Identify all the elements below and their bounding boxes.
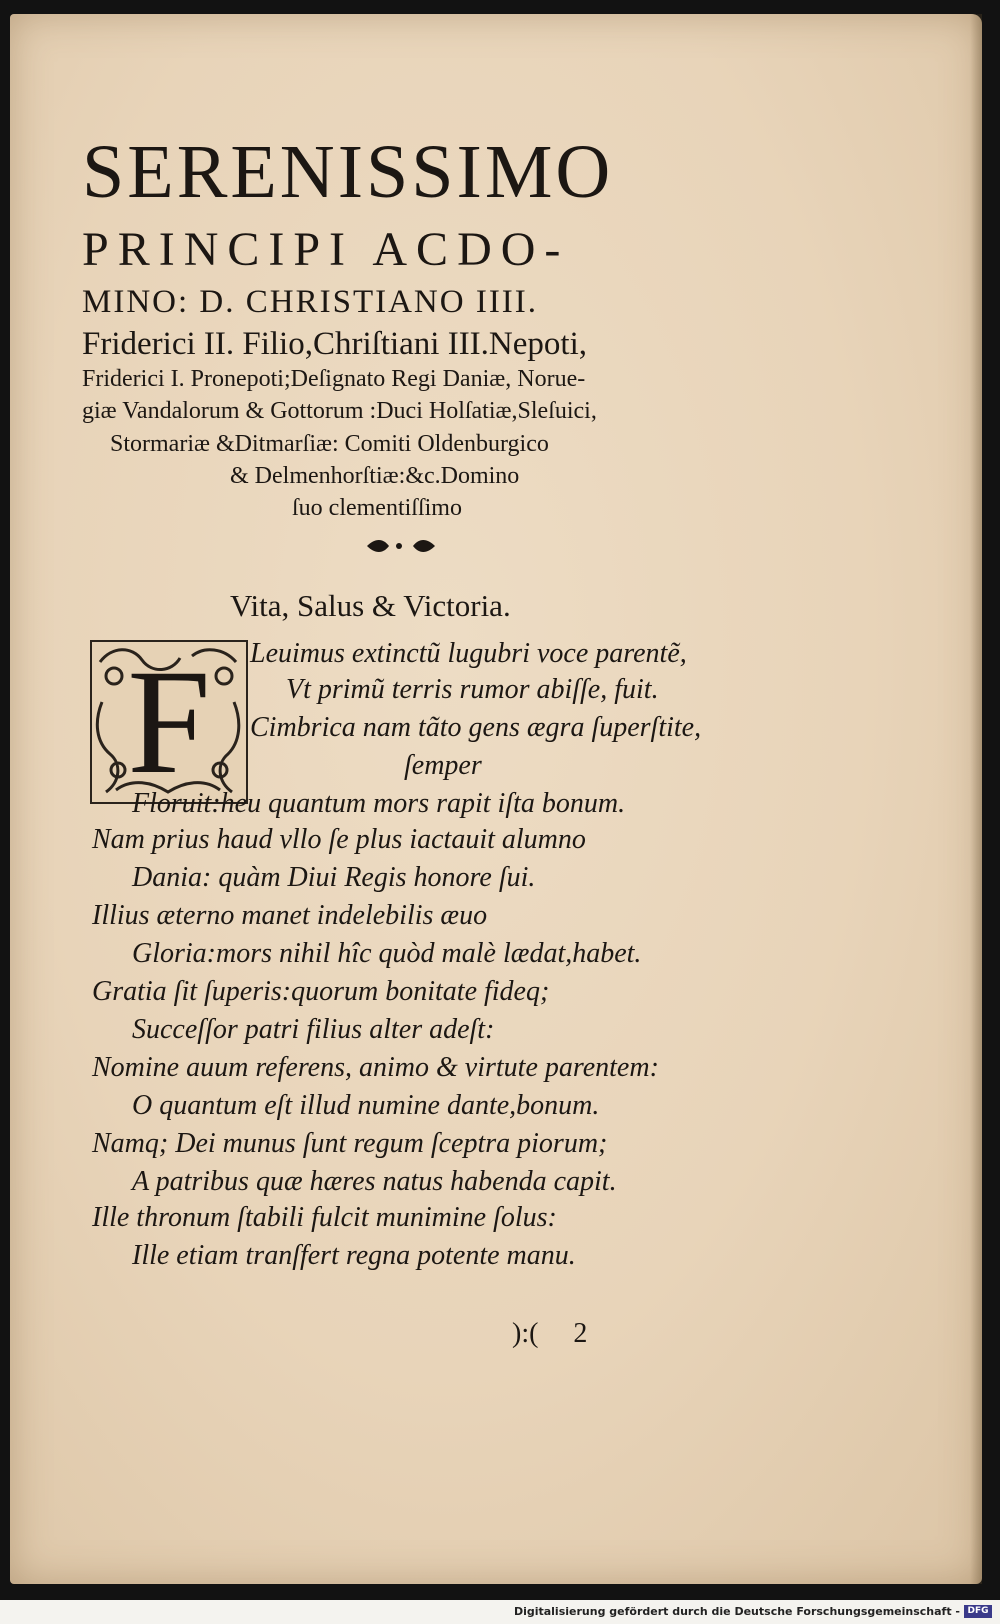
verse-line: Ille etiam tranſfert regna potente manu.: [132, 1240, 576, 1271]
verse-line: O quantum eſt illud numine dante,bonum.: [132, 1090, 600, 1121]
fleuron-ornament-icon: [365, 538, 437, 554]
verse-line: Vt primũ terris rumor abiſſe, fuit.: [286, 674, 659, 705]
signature-mark: ):( 2: [512, 1318, 588, 1349]
heading-line-8: & Delmenhorſtiæ:&c.Domino: [230, 463, 520, 489]
verse-line: Ille thronum ſtabili fulcit munimine ſolus:: [92, 1202, 557, 1233]
verse-line: Nomine auum referens, animo & virtute parentem:: [92, 1052, 659, 1083]
verse-line: Namq; Dei munus ſunt regum ſceptra piorum;: [92, 1128, 608, 1159]
verse-line: Gratia ſit ſuperis:quorum bonitate fideq;: [92, 976, 550, 1007]
dedication-heading: [82, 128, 762, 524]
verse-line: Cimbrica nam tãto gens ægra ſuperſtite,: [250, 712, 702, 743]
motto: Vita, Salus & Victoria.: [230, 588, 511, 623]
decorated-initial: [90, 640, 248, 804]
verse-line: A patribus quæ hæres natus habenda capit.: [132, 1166, 617, 1197]
heading-line-9: ſuo clementiſſimo: [292, 495, 462, 521]
verse-line: Leuimus extinctũ lugubri voce parentẽ,: [250, 638, 687, 669]
footer-credit: Digitalisierung gefördert durch die Deutsche Forschungsgemeinschaft -: [513, 1605, 960, 1618]
heading-line-1: SERENISSIMO: [82, 130, 614, 214]
page-edge-shadow: [970, 14, 982, 1584]
verse-line: Nam prius haud vllo ſe plus iactauit alumno: [92, 824, 586, 855]
verse-line: Floruit:heu quantum mors rapit iſta bonum.: [132, 788, 626, 819]
heading-line-4: Friderici II. Filio,Chriſtiani III.Nepoti,: [82, 326, 587, 362]
heading-line-2: PRINCIPI ACDO-: [82, 223, 570, 276]
initial-letter: F: [127, 639, 211, 805]
heading-line-5: Friderici I. Pronepoti;Deſignato Regi Daniæ, Norue-: [82, 366, 586, 392]
verse-line: Dania: quàm Diui Regis honore ſui.: [132, 862, 536, 893]
digitization-footer: [0, 1600, 1000, 1624]
dfg-logo-icon: DFG: [964, 1605, 992, 1618]
heading-line-6: giæ Vandalorum & Gottorum :Duci Holſatiæ,Sleſuici,: [82, 398, 597, 424]
verse-line: Gloria:mors nihil hîc quòd malè lædat,habet.: [132, 938, 642, 969]
heading-line-7: Stormariæ &Ditmarſiæ: Comiti Oldenburgico: [110, 431, 549, 457]
verse-line: Succeſſor patri filius alter adeſt:: [132, 1014, 495, 1045]
verse-line: ſemper: [404, 750, 482, 781]
verse-line: Illius æterno manet indelebilis æuo: [92, 900, 488, 931]
heading-line-3: MINO: D. CHRISTIANO IIII.: [82, 284, 539, 320]
